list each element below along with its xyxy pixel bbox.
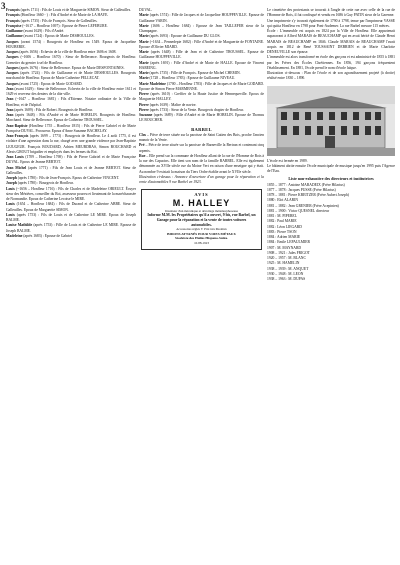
genealogy-entry [6, 71, 136, 82]
entry-text: (après 1639) : Maître de navire. [149, 102, 197, 107]
director-row: 1930 – 1948 : M. LEON [267, 271, 304, 276]
entry-name: Clos [139, 132, 146, 137]
entry-name: Jean-François [6, 134, 29, 138]
entry-text: (Honfleur 1660 - ) : Fils d'André et de Marie de LA HAYE. [20, 13, 109, 18]
entry-name: Jacques [6, 65, 19, 70]
genealogy-entry [6, 234, 136, 239]
entry-name: Joseph [6, 176, 17, 180]
entry-name: Pierre [139, 107, 149, 112]
entry-text: (1709 – Honfleur 1769) : Fils de Pierre Gabriel et de Marie Françoise DUVAL. Epoux de Jeanne BERTOT. [6, 155, 136, 165]
paragraph: Une imprimerie s'y trouvait également de 1790 à 1798, tenue par l'imprimeur VASSE qui quitta Honfleur en 1798 pour Pont-Audemer. La rue Barbel mesure 115 mètres. [267, 18, 395, 28]
entry-text: (après 1753) : Fils de Louis et de Catherine LE MIRE. Epoux de Joseph BALME. [6, 212, 136, 222]
director-row: 1880 : Eloi ALARIN [267, 198, 299, 203]
entry-text: (1728 – Honfleur 1783) : Epouse de Guillaume NIVEAU. [149, 76, 236, 81]
entry-name: Jean-Baptiste [6, 123, 28, 128]
genealogy-entry [139, 113, 264, 124]
entry-text: (après 1648) : Fille de Jean et de Catherine TROUSSEL. Epouse de Guillaume HOUPPEVILLE. [139, 50, 264, 60]
genealogy-entry [6, 55, 136, 66]
entry-name: Madeleine [6, 233, 23, 238]
entry-name: Jean Michel [6, 165, 27, 170]
entry-text: (avant 1629) : Fils d'André. [23, 29, 65, 33]
ad-name: M. HALLEY [172, 197, 231, 208]
school-text [267, 8, 395, 82]
entry-text: (après 1656) : Echevin de la ville de Honfleur entre 1606 et 1608. [19, 50, 117, 54]
ad-line: Informe M.M. les Propriétaires qu'il a ouvert, 9 bis, rue Barbel, un Garage pour la réparation et la vente de toutes voitures automobiles. [147, 213, 256, 227]
entry-text: (avant 1724) : Epoux de Marie DESHOULLES. [23, 34, 95, 39]
entry-text: – Pièce de terre située sur la paroisse de Barneville la Bertran et contenant cinq arpents. [139, 143, 264, 153]
entry-name: Marie [139, 76, 149, 81]
genealogy-entry [6, 97, 136, 108]
entry-name: Pierre [139, 92, 149, 96]
entry-name: Jacques [6, 50, 19, 54]
page-number: 3 [1, 1, 6, 11]
entry-name: Guillaume [6, 29, 23, 33]
entry-text: (avant 1725) : Epoux de Marie GODARD. [19, 81, 83, 86]
entry-text: (après 1771) : Fils de Jean Louis et de Jeanne BERTOT. Sieur de Galleuilles. [6, 165, 136, 175]
paragraph: École : L'immeuble est acquis en 1824 par la Ville de Honfleur. Elle appartenait auparavant à Alfred MARAIS de BEAUCHAMP qui en avait hérité de Claude Henri MARAIS de BEAUCHAMP en 1846. Claude MARAIS de BEAUCHAMP l'avait acquis en 1812 de René TOUSSAINT DEBRIEN et de Marie Charlotte DENEUVILLE son épouse. [267, 29, 395, 54]
director-row: 1920 – 1957 : M. BLANC [267, 256, 306, 260]
paragraph: Le cimetière des protestants se trouvait à l'angle de cette rue avec celle de la rue de l'Homme de Bois, il fut confisqué et vendu en 1686 à Guy PATIN sieur de la Garenne. [267, 8, 395, 18]
director-row: 1884 : Adrien MARIE [267, 235, 301, 239]
entry-text: (après 1780) : Bourgeois de Honfleur. [17, 181, 74, 186]
entry-name: Pierre [139, 102, 149, 107]
entry-text: (1654 – Honfleur 1684) : Fils de Durand et de Catherine ABBE. Sieur de Galleuilles. Epoux de Marguerite SIMON. [6, 202, 136, 212]
entry-name: Marie [139, 39, 149, 44]
entry-text: (~1634 – Pennedepie 1682) : Fille d'André et de Marguerite de FONTAINE. Epouse d'Olivier MIARD. [139, 39, 264, 49]
director-row: 1877 – 1878 : Jacques PUSSE (Frère Hilarius) [267, 187, 336, 192]
paragraph: L'école est fermée en 1989. [267, 158, 308, 163]
director-row: 1878 – 1881 : Pierre KREITZER (Frère Aubert Joseph) [267, 193, 349, 197]
column-right [267, 8, 395, 561]
director-row: 1881 – 1882 : Jean GRENIER (Frère Acepinien) [267, 203, 339, 208]
entry-name: Jacques [6, 55, 19, 60]
ad-line: 10-88-1923 [194, 241, 209, 245]
entry-name: Pré [139, 143, 145, 148]
genealogy-entry [6, 223, 136, 234]
entry-name: Marie Madeleine [139, 81, 166, 86]
illustration-caption: Illustration ci-dessus : Annonce d'ouverture d'un garage pour la réparation et la vente d'automobiles 9 rue Barbel en 1923. [139, 174, 264, 184]
ad-avis: AVIS [194, 192, 209, 198]
genealogy-entry [139, 24, 264, 35]
entry-name: Louis [6, 202, 15, 207]
entry-text: (Honfleur 1755 – Honfleur 1815) : Fils de Pierre Gabriel et de Marie Françoise DUVAL. Procureur. Epoux d'Anne Suzanne BACHELAY. [6, 123, 136, 133]
entry-text: (avant 1629) : Sieur de Belleronce. Echevin de la ville de Honfleur entre 1611 et 1629 et receveur des deniers de la dite ville. [6, 86, 136, 96]
entry-name: Louise Mathilde [6, 223, 33, 228]
ad-line: Inventeur d'un mécanique et dévoilage métamorphoseuse [164, 208, 239, 213]
entry-name: Joseph [6, 181, 17, 186]
genealogy-entry [139, 82, 264, 93]
entry-name: Louis [6, 186, 15, 191]
entry-name: François [6, 18, 20, 23]
entry-text: DUVAL. [139, 8, 153, 12]
school-text-continued [267, 159, 395, 175]
entry-name: Jacques [6, 39, 19, 44]
entry-text: (~1656 – Honfleur 1716) : Fils de Charles et de Madeleine ORIEULT. Écuyer sieur des Mézières, conseiller du Roi, assesseur pourvu et lieutenant de la maréchaussée de Normandie. Epoux de Catherine Lecoise le MIRE. [6, 186, 136, 201]
entry-text: – Elle prend sur la commune de Honfleur allant de la rue de l'Homme de Bois à la rue des Capucins. Elle tient son nom de la famille BARBEL. Elle est également dénommée au XVIIe siècle rue du Moine Vert en raison d'une enseigne qui y était. Au nombre 9 existait la maison du Tiers Ordre établie avant le XVIIe siècle. [139, 153, 264, 174]
entry-text: (~1647 – Honfleur 1681) : Fils d'Etienne. Notaire ordinaire de la Ville de Honfleur, et de l'hôpital. [6, 97, 136, 107]
entry-name: Marie [139, 23, 149, 28]
genealogy-entry [6, 202, 136, 213]
paragraph: Le bâtiment abrite ensuite l'école municipale de musique jusqu'en 1995 puis l'Agence de l'Eau. [267, 163, 395, 173]
barbel-entry [139, 133, 264, 144]
entry-text: (1700 – Honfleur 1783) : Fille de Jacques et de Marie GODARD. Epouse de Simon Pierre MARMENNE. [139, 81, 264, 91]
director-row: 1938 – 1963 : M. DUPAS [267, 277, 306, 281]
genealogy-entry [6, 87, 136, 98]
director-row: 1883 : Pierre TSON [267, 229, 297, 234]
entry-text: (après 1676) : Sieur de Belleronce. Epoux de Marie DESFONTAINES. [19, 65, 125, 70]
entry-name: Jacques [6, 71, 19, 75]
ad-line: Stockiste des Huiles Hispano-Suiza. [174, 236, 229, 241]
entry-name: Marie [139, 60, 149, 65]
entry-text: – Pièce de terre située sur la paroisse de Saint Gatien des Bois, proche l'ancien manoir de la Vente. [139, 132, 264, 142]
ad-line: Accessoires réglés ✦ Prix très Modérés [176, 227, 227, 232]
entry-name: Jean Louis [6, 155, 24, 159]
genealogy-entry [6, 40, 136, 51]
entry-text: (après 1699 – 1773) : Bourgeois de Honfleur. Le 4 août 1775, il est violaire d'une agression dans la rue, chargé avec une grande violence par Jean-Baptiste LEJUGEUR. François BOUDARD, Adrien MEURDRAS, Simon BOUCHARD et Alexis GROUT brigadier et employés dans les fermes du Roi. [6, 134, 136, 154]
entry-text: (après 1610) : Greffier de la Haute Justice de Hennequeville. Epoux de Marguerite HALLEY. [139, 92, 264, 102]
barbel-entries [139, 133, 264, 175]
entry-name: Marie [139, 34, 149, 39]
entry-text: (après 1753) : Fille de Louis et de Catherine LE MIRE. Epouse de Joseph BALME. [6, 223, 136, 233]
entry-name: François [6, 13, 20, 18]
director-row: 1925 : M. HAMELIN [267, 261, 300, 266]
entry-text: (avant 1574) : Bourgeois de Honfleur en 1549. Epoux de Jacqueline HOUBERIE. [6, 39, 136, 49]
entry-text: (après 1735) : Fille de François. Epouse de Michel CHEMIN. [149, 71, 241, 75]
entry-name: Jean [6, 86, 14, 91]
entries-list [139, 8, 264, 124]
entry-name: Jean [6, 97, 14, 102]
entry-name: Marie [139, 13, 149, 18]
advertisement [141, 189, 262, 249]
genealogy-entry [139, 40, 264, 51]
director-row: 1908 – 1921 : Jules FRIGOT [267, 250, 310, 255]
entry-name: Marie [139, 50, 149, 54]
entry-name: Rue [139, 153, 146, 158]
genealogy-entry [139, 61, 264, 72]
director-row: 1938 – 1939 : M. ANQUET [267, 266, 309, 271]
genealogy-entry [6, 166, 136, 177]
entry-name: Jacques [6, 81, 19, 86]
genealogy-entry [6, 213, 136, 224]
entry-text: (~1606 – Honfleur 1670) : Sieur de Belleronce. Bourgeois de Honfleur. Grenetier du grenier à sel de Honfleur. [6, 55, 136, 65]
entry-text: (après 1574) : Fille de Jacques et de Jacqueline HOUPPEVILLE. Epouse de Guillaume VARIN. [139, 13, 264, 23]
genealogy-entry [6, 155, 136, 166]
directors-list [267, 183, 395, 283]
entry-name: Jean [6, 113, 14, 117]
genealogy-entry [139, 13, 264, 24]
entry-text: (après 1691) : Fille d'André et de Marie de HALLE. Epouse de Vincent HAREING. [139, 60, 264, 70]
entry-name: Marie [139, 71, 149, 75]
director-row: 1907 : M. MAYNARD [267, 245, 302, 250]
column-middle [139, 8, 264, 561]
genealogy-entry [6, 124, 136, 135]
entry-text: (~1617 – Honfleur 1697) : Epouse de Pierre LEFEBURE. [22, 23, 108, 28]
entry-text: (après 1724) : Fils de Guillaume et de Marie DESHOULLES. Bourgeois marchand de Honfleur. Epoux de Marie Catherine PELLECAT. [6, 71, 136, 81]
entry-text: (1606 – Honfleur 1684) : Epouse de Jean TAILLEFER sieur de la Champagne. [139, 23, 264, 33]
barbel-entry [139, 143, 264, 154]
genealogy-entry [6, 187, 136, 203]
paragraph: L'immeuble est alors transformé en école des garçons et est administré de 1855 à 1881 par les Frères des Écoles Chrétiennes. En 1856, 194 garçons fréquentent l'établissement. En 1881, l'école prend le nom d'école laïque. [267, 55, 395, 70]
entry-text: (après 1689) : Fille d'André et de Marie HOBELIN. Epouse de Thomas LE BOUCHER. [139, 113, 264, 123]
column-left [6, 8, 136, 561]
entry-text: (après 1693) : Epouse de Guillaume DU GLOS. [149, 34, 221, 39]
director-row: 1881 : M. PIPEREL [267, 214, 297, 218]
genealogy-entry [6, 134, 136, 155]
entry-text: (après 1780) : Fils de Jean-François. Epoux de Catherine VINCENT. [17, 176, 120, 180]
paragraph: Illustration ci-dessous : Plan de l'école et de son agrandissement projeté (à droite) réalisé entre 1830 – 1890. [267, 71, 395, 81]
ad-line: BIDONS ATTANÉS POUR VOIES MÉTAUX [167, 231, 236, 236]
school-building-image [267, 86, 395, 156]
entry-name: Louis [6, 212, 15, 217]
genealogy-entry [139, 92, 264, 103]
entry-name: Françoise [6, 23, 22, 28]
genealogy-entry [139, 50, 264, 61]
entry-name: Jean [6, 107, 14, 112]
directors-heading: Liste non-exhaustive des directeurs et institutrices [288, 176, 374, 182]
entry-text: (après 1711) : Fils de Louis et de Marguerite SIMON. Sieur de Galleuilles. [20, 8, 132, 12]
director-row: 1855 – 1877 : Antoine MARADEIX (Frère Hilarius) [267, 182, 345, 187]
director-row: 1881 – 1900 : Victor QUESNEL directeur [267, 208, 330, 213]
genealogy-entry [6, 113, 136, 124]
director-row: 1882 : Léon LIEGARD [267, 224, 302, 229]
entry-text: (après 1648) : Fils d'André et de Marie HOBELIN. Bourgeois de Honfleur. Marchand. Sieur de Belleronce. Epoux de Catherine TROUSSEL. [6, 113, 136, 123]
director-row: 1884 : Emile LEPAULMIER [267, 240, 310, 245]
entry-name: Suzanne [139, 113, 153, 117]
entry-text: (après 1683) : Epouse de Gabriel [23, 233, 72, 238]
barbel-heading: BARBEL [191, 126, 212, 132]
entry-text: (après 1735) : Fils de François. Sieur de Galleuilles. [20, 18, 98, 23]
entry-text: (après 1733) : Sieur de la Vente. Bourgeois drapier de Honfleur. [149, 107, 244, 112]
barbel-entry [139, 154, 264, 175]
entry-name: Guillaume [6, 34, 23, 39]
entry-name: François [6, 8, 20, 12]
entry-text: (après 1609) : Fils de Robert. Bourgeois de Honfleur. [14, 107, 93, 112]
director-row: 1882 : Paul MARIE [267, 219, 297, 224]
